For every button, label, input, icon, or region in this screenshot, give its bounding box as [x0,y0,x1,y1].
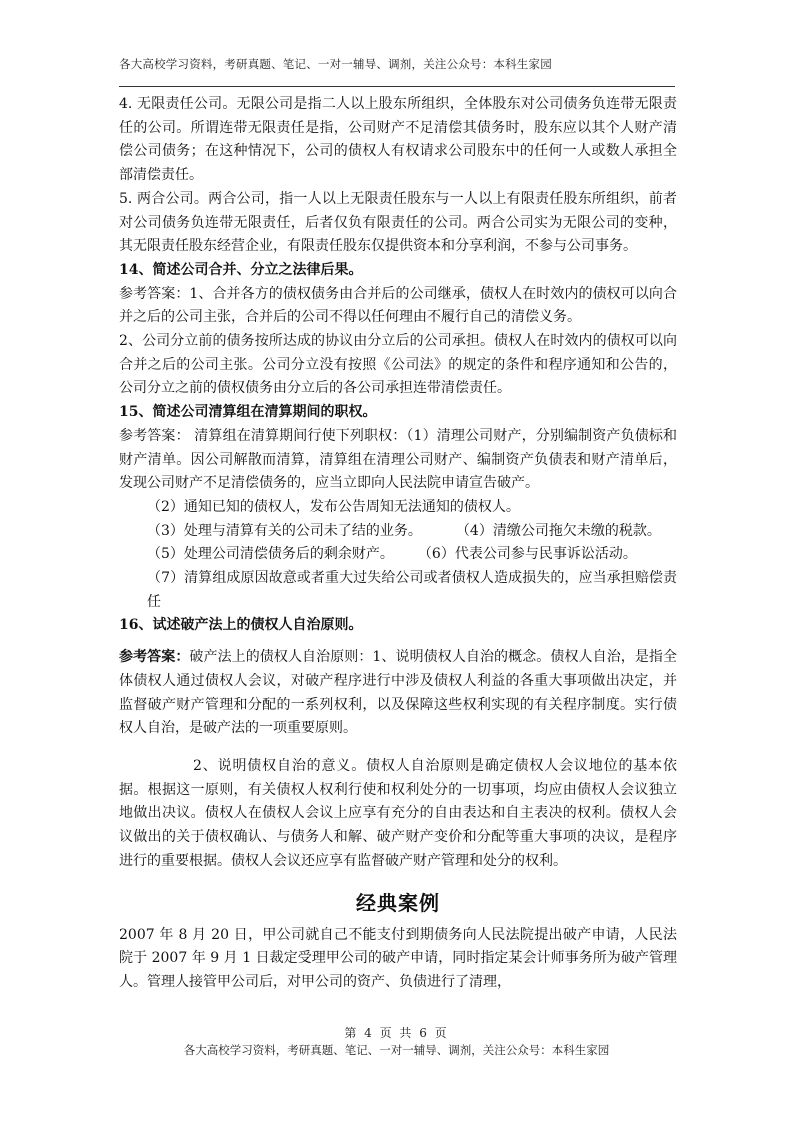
answer-15-items-5-6 [119,543,677,567]
answer-15-item-6: （6）代表公司参与民事诉讼活动。 [417,546,637,563]
answer-15-items-3-4 [119,520,677,544]
page-number: 第 4 页 共 6 页 [344,1026,449,1040]
document-body [119,93,677,995]
paragraph-unlimited-company: 4. 无限责任公司。无限公司是指二人以上股东所组织，全体股东对公司债务负连带无限责任的公司。所谓连带无限责任是指，公司财产不足清偿其债务时，股东应以其个人财产清偿公司债务；在这种情况下，公司的债权人有权请求公司股东中的任何一人或数人承担全部清偿责任。 [119,96,677,184]
case-title: 经典案例 [356,890,440,915]
answer-15-item-5: （5）处理公司清偿债务后的剩余财产。 [147,546,394,563]
answer-16-text-1: 破产法上的债权人自治原则：1、说明债权人自治的概念。债权人自治，是指全体债权人通过债权人会议，对破产程序进行中涉及债权人利益的各重大事项做出决定，并监督破产财产管理和分配的一系列权利，以及保障这些权利实现的有关程序制度。实行债权人自治，是破产法的一项重要原则。 [119,649,678,737]
page-footer: 各大高校学习资料，考研真题、笔记、一对一辅导、调剂，关注公众号：本科生家园 [183,1043,610,1057]
answer-14-part-2: 2、公司分立前的债务按所达成的协议由分立后的公司承担。债权人在时效内的债权可以向合并之后的公司主张。公司分立没有按照《公司法》的规定的条件和程序通知和公告的，公司分立之前的债权债务由分立后的各公司承担连带清偿责任。 [119,333,677,397]
answer-15-item-3: （3）处理与清算有关的公司未了结的业务。 [147,522,422,539]
answer-16-part-2: 2、说明债权自治的意义。债权人自治原则是确定债权人会议地位的基本依据。根据这一原则，有关债权人权利行使和权利处分的一切事项，均应由债权人会议独立地做出决议。债权人在债权人会议上应享有充分的自由表达和自主表决的权利。债权人会议做出的关于债权确认、与债务人和解、破产财产变价和分配等重大事项的决议，是程序进行的重要根据。债权人会议还应享有监督破产财产管理和处分的权利。 [119,757,677,869]
answer-15-intro: 参考答案： 清算组在清算期间行使下列职权：（1）清理公司财产，分别编制资产负债标和财产清单。因公司解散而清算，清算组在清理公司财产、编制资产负债表和财产清单后，发现公司财产不足清偿债务的，应当立即向人民法院申请宣告破产。 [119,427,677,492]
case-text: 2007 年 8 月 20 日，甲公司就自己不能支付到期债务向人民法院提出破产申请，人民法院于 2007 年 9 月 1 日裁定受理甲公司的破产申请，同时指定某会计师事务所为破产管理人。管理人接管甲公司后，对甲公司的资产、负债进行了清理， [119,926,677,990]
question-15: 15、简述公司清算组在清算期间的职权。 [119,404,377,421]
answer-16-part-1 [119,646,677,741]
page-header: 各大高校学习资料，考研真题、笔记、一对一辅导、调剂，关注公众号：本科生家园 [119,57,552,71]
question-16: 16、试述破产法上的债权人自治原则。 [119,617,363,634]
answer-14-part-1: 参考答案：1、合并各方的债权债务由合并后的公司继承，债权人在时效内的债权可以向合并之后的公司主张，合并后的公司不得以任何理由不履行自己的清偿义务。 [119,285,677,326]
answer-15-item-7: （7）清算组成原因故意或者重大过失给公司或者债权人造成损失的，应当承担赔偿责任 [147,570,677,610]
answer-15-item-2: （2）通知已知的债权人，发布公告周知无法通知的债权人。 [147,498,520,515]
question-14: 14、简述公司合并、分立之法律后果。 [119,261,363,278]
header-divider [119,86,675,87]
paragraph-partnership-company: 5. 两合公司。两合公司，指一人以上无限责任股东与一人以上有限责任股东所组织，前者对公司债务负连带无限责任，后者仅负有限责任的公司。两合公司实为无限公司的变种，其无限责任股东经营企业，有限责任股东仅提供资本和分享利润，不参与公司事务。 [119,190,677,255]
answer-16-label: 参考答案： [119,649,190,666]
answer-15-item-4: （4）清缴公司拖欠未缴的税款。 [455,522,661,539]
